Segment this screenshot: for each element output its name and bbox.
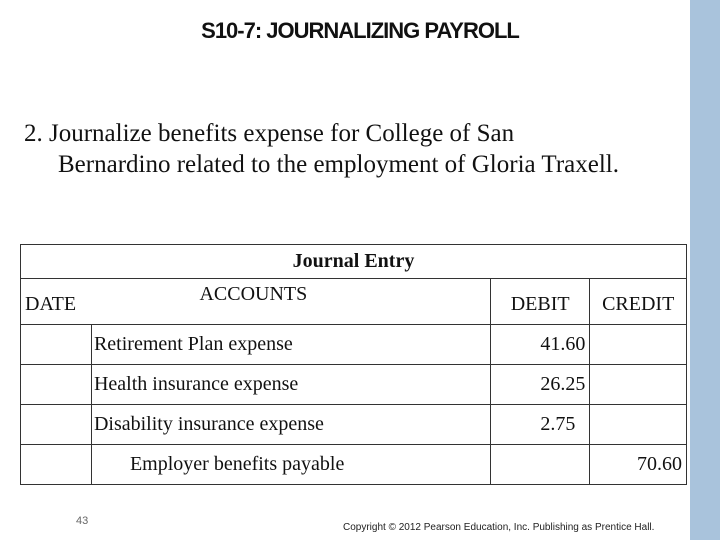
debit-amount: 26.25: [540, 373, 586, 395]
credit-cell: [590, 445, 687, 485]
column-header-row: [21, 279, 687, 325]
table-row: [21, 445, 687, 485]
account-name: Retirement Plan expense: [93, 333, 293, 355]
credit-cell: [590, 365, 687, 405]
date-cell: [21, 325, 92, 365]
accounts-header-label: ACCOUNTS: [199, 283, 308, 305]
question-text: [24, 118, 619, 180]
debit-amount: 41.60: [540, 333, 586, 355]
debit-cell: [490, 365, 590, 405]
table-row: [21, 325, 687, 365]
question-line-1: 2. Journalize benefits expense for College of San: [24, 120, 515, 147]
debit-cell: [490, 445, 590, 485]
journal-entry-table: [20, 244, 687, 485]
table-row: [21, 365, 687, 405]
account-cell: [91, 445, 490, 485]
journal-title: [21, 245, 687, 279]
debit-header-label: DEBIT: [510, 293, 570, 315]
date-header: [21, 279, 92, 325]
date-cell: [21, 405, 92, 445]
credit-cell: [590, 325, 687, 365]
debit-header: [490, 279, 590, 325]
account-name: Health insurance expense: [93, 373, 299, 395]
debit-cell: [490, 325, 590, 365]
journal-title-text: Journal Entry: [292, 250, 415, 272]
question-line-2: Bernardino related to the employment of Gloria Traxell.: [58, 151, 619, 178]
account-cell: [91, 405, 490, 445]
right-accent-bar: [690, 0, 720, 540]
copyright-text: Copyright © 2012 Pearson Education, Inc. Publishing as Prentice Hall.: [343, 522, 655, 533]
slide-title: S10-7: JOURNALIZING PAYROLL: [201, 18, 519, 43]
account-name: Disability insurance expense: [93, 413, 324, 435]
debit-cell: [490, 405, 590, 445]
table-row: [21, 405, 687, 445]
account-cell: [91, 325, 490, 365]
date-cell: [21, 365, 92, 405]
date-header-label: DATE: [25, 293, 77, 315]
accounts-header: [91, 279, 490, 325]
account-name: Employer benefits payable: [129, 453, 345, 475]
debit-amount: 2.75: [540, 413, 576, 435]
date-cell: [21, 445, 92, 485]
account-cell: [91, 365, 490, 405]
credit-header: [590, 279, 687, 325]
credit-header-label: CREDIT: [602, 293, 675, 315]
credit-cell: [590, 405, 687, 445]
credit-amount: 70.60: [637, 453, 682, 475]
slide-number: 43: [76, 515, 89, 527]
